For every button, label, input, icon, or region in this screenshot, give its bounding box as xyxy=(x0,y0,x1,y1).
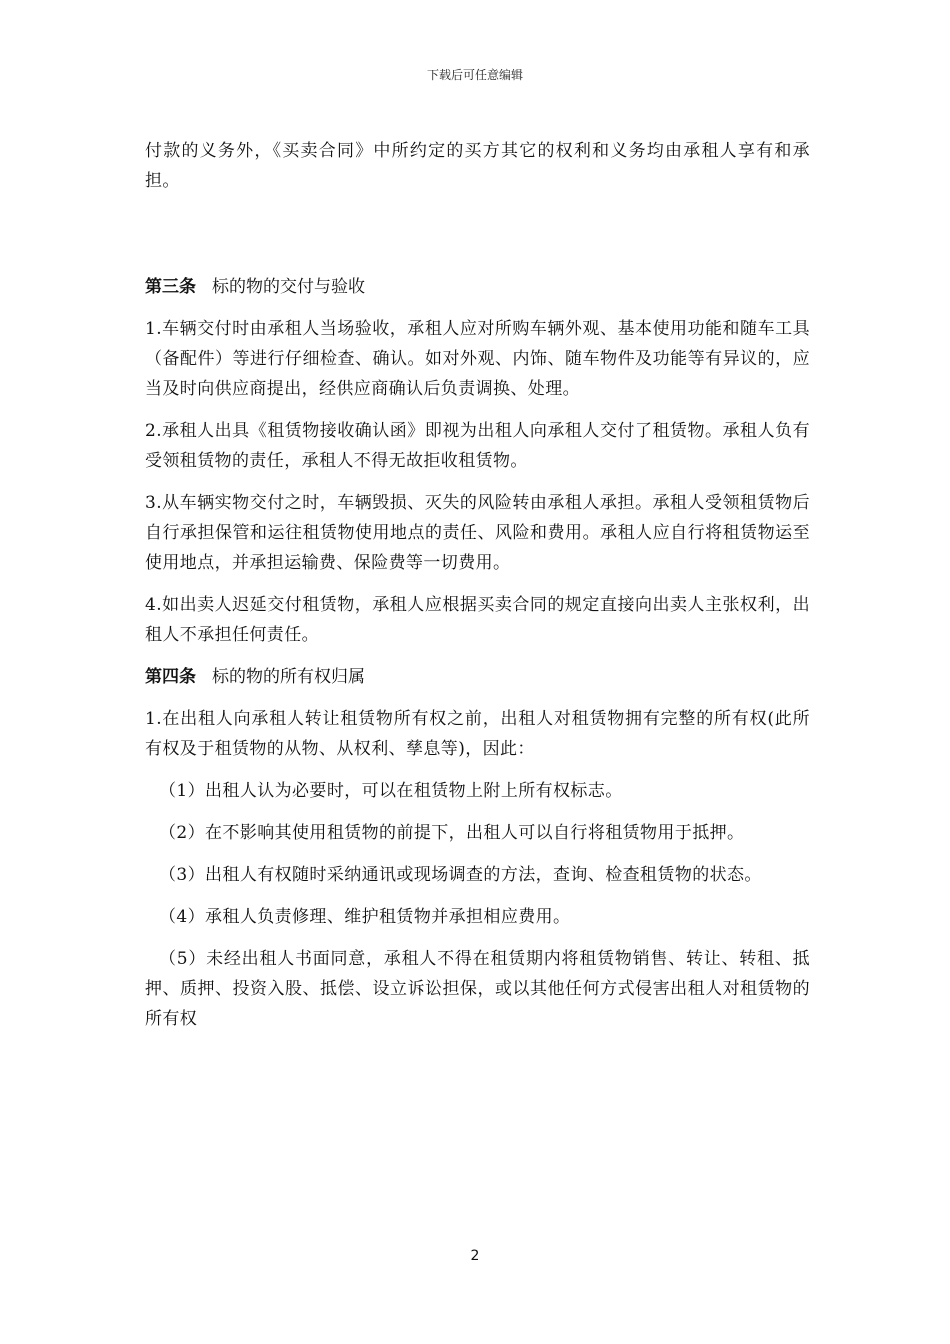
article-4-subitem-3: （3）出租人有权随时采纳通讯或现场调查的方法，查询、检查租赁物的状态。 xyxy=(159,865,762,885)
article-3-item-1: 1.车辆交付时由承租人当场验收，承租人应对所购车辆外观、基本使用功能和随车工具（备配件）等进行仔细检查、确认。如对外观、内饰、随车物件及功能等有异议的，应当及时向供应商提出，经供应商确认后负责调换、处理。 xyxy=(145,319,810,399)
article-3-title: 标的物的交付与验收 xyxy=(212,277,365,297)
page-number: 2 xyxy=(470,1248,480,1264)
document-body xyxy=(145,136,810,1046)
article-4-subitem-5: （5）未经出租人书面同意，承租人不得在租赁期内将租赁物销售、转让、转租、抵押、质押、投资入股、抵偿、设立诉讼担保，或以其他任何方式侵害出租人对租赁物的所有权 xyxy=(145,949,810,1029)
article-3-number: 第三条 xyxy=(145,277,196,297)
article-4-subitem-2: （2）在不影响其使用租赁物的前提下，出租人可以自行将租赁物用于抵押。 xyxy=(159,823,745,843)
article-3-item-2: 2.承租人出具《租赁物接收确认函》即视为出租人向承租人交付了租赁物。承租人负有受领租赁物的责任，承租人不得无故拒收租赁物。 xyxy=(145,421,810,471)
article-3-item-4: 4.如出卖人迟延交付租赁物，承租人应根据买卖合同的规定直接向出卖人主张权利，出租人不承担任何责任。 xyxy=(145,595,810,645)
article-4-number: 第四条 xyxy=(145,667,196,687)
article-4-title: 标的物的所有权归属 xyxy=(212,667,365,687)
article-3-item-3: 3.从车辆实物交付之时，车辆毁损、灭失的风险转由承租人承担。承租人受领租赁物后自行承担保管和运往租赁物使用地点的责任、风险和费用。承租人应自行将租赁物运至使用地点，并承担运输费、保险费等一切费用。 xyxy=(145,493,810,573)
article-4-subitem-4: （4）承租人负责修理、维护租赁物并承担相应费用。 xyxy=(159,907,571,927)
article-3-heading xyxy=(145,272,810,302)
page-header: 下载后可任意编辑 xyxy=(426,68,523,82)
continuation-paragraph: 付款的义务外，《买卖合同》中所约定的买方其它的权利和义务均由承租人享有和承担。 xyxy=(145,141,810,191)
article-4-item-1: 1.在出租人向承租人转让租赁物所有权之前，出租人对租赁物拥有完整的所有权(此所有权及于租赁物的从物、从权利、孳息等)，因此： xyxy=(145,709,810,759)
article-4-subitem-1: （1）出租人认为必要时，可以在租赁物上附上所有权标志。 xyxy=(159,781,623,801)
article-4-heading xyxy=(145,662,810,692)
